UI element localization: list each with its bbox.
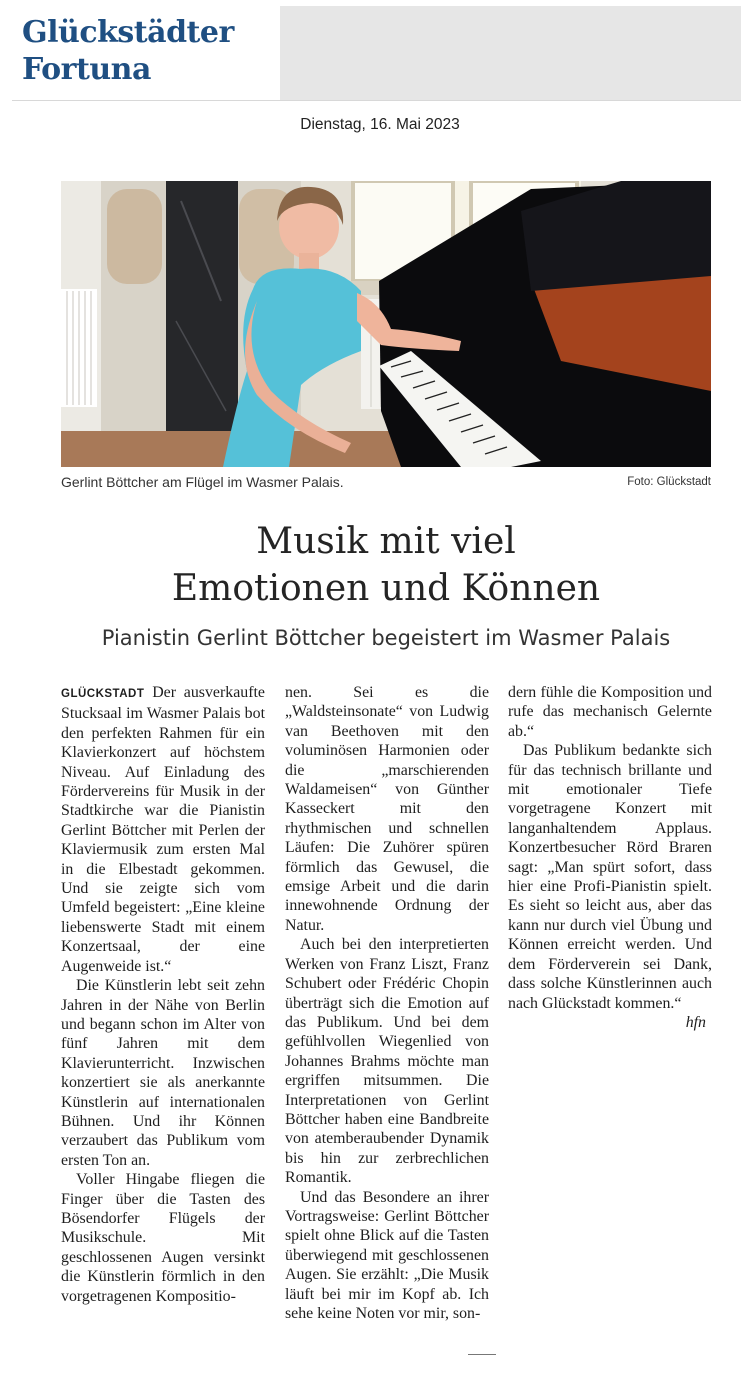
headline-line-2: Emotionen und Können bbox=[171, 568, 601, 609]
marble-pillar bbox=[166, 181, 238, 446]
article-column-2 bbox=[285, 683, 489, 1323]
dateline: GLÜCKSTADT bbox=[61, 688, 145, 700]
article-paragraph: Die Künstlerin lebt seit zehn Jahren in der Nähe von Berlin und begann schon im Alter von fünf Jahren mit dem Klavierunterricht. Inzwischen konzertiert sie als anerkannte Künstlerin auf internationalen Bühnen. Und ihr Können verzaubert das Publikum vom ersten Ton an. bbox=[61, 977, 265, 1169]
newspaper-name: Glückstädter Fortuna bbox=[22, 15, 234, 87]
subheadline: Pianistin Gerlint Böttcher begeistert im Wasmer Palais bbox=[101, 626, 671, 650]
publication-date: Dienstag, 16. Mai 2023 bbox=[300, 116, 460, 133]
article-paragraph: Und das Besondere an ihrer Vortragsweise: Gerlint Böttcher spielt ohne Blick auf die Tasten überwiegend mit geschlossenen Augen. Sie erzählt: „Die Musik läuft bei mir im Kopf ab. Ich sehe keine Noten vor mir, son- bbox=[285, 1188, 489, 1322]
masthead-logo-area bbox=[12, 6, 280, 100]
paragraph-text: Das Publikum bedankte sich für das technisch brillante und mit emotionaler Tiefe vorgetragene Konzert mit langanhaltendem Applaus. Konzertbesucher Rörd Braren sagt: „Man spürt sofort, dass hier eine Profi-Pianistin spielt. Es sieht so leicht aus, aber das kann nur durch viel Übung und Können erreicht werden. Und dem Förderverein sei Dank, dass solche Künstlerinnen auch nach Glückstadt kommen.“ bbox=[508, 742, 712, 1012]
page-marker bbox=[468, 1354, 496, 1355]
article-paragraph: Voller Hingabe fliegen die Finger über die Tasten des Bösendorfer Flügels der Musikschule. Mit geschlossenen Augen versinkt die Künstlerin förmlich in den vorgetragenen Kompositio- bbox=[61, 1171, 265, 1305]
article-paragraph: nen. Sei es die „Waldsteinsonate“ von Ludwig van Beethoven mit den voluminösen Harmonien oder die „marschierenden Waldameisen“ von Günther Kasseckert mit den rhythmischen und schnellen Läufen: Die Zuhörer spüren förmlich das Gewusel, die emsige Arbeit und die darin innewohnende Ordnung der Natur. bbox=[285, 684, 489, 934]
headline bbox=[0, 518, 750, 612]
article-paragraph: Auch bei den interpretierten Werken von Franz Liszt, Franz Schubert oder Frédéric Chopin überträgt sich die Emotion auf das Publikum. Und bei dem gefühlvollen Wiegenlied von Johannes Brahms möchte man ergriffen mitsummen. Die Interpretationen von Gerlint Böttcher haben eine Bandbreite von atemberaubender Dynamik bis hin zur zerbrechlichen Romantik. bbox=[285, 936, 489, 1187]
article-paragraph bbox=[508, 741, 712, 1031]
photo-credit: Foto: Glückstadt bbox=[627, 476, 711, 488]
masthead bbox=[12, 6, 741, 101]
article-paragraph bbox=[61, 683, 265, 976]
photo-caption: Gerlint Böttcher am Flügel im Wasmer Palais. bbox=[61, 474, 344, 490]
article-photo bbox=[61, 181, 711, 467]
article-paragraph: dern fühle die Komposition und rufe das mechanisch Gelernte ab.“ bbox=[508, 684, 712, 740]
article-column-1 bbox=[61, 683, 265, 1306]
headline-line-1: Musik mit viel bbox=[256, 521, 516, 562]
paragraph-text: Der ausverkaufte Stucksaal im Wasmer Palais bot den perfekten Rahmen für ein Klavierkonzert auf höchstem Niveau. Auf Einladung des Fördervereins für Musik in der Stadtkirche war die Pianistin Gerlint Böttcher mit Perlen der Klaviermusik zum ersten Mal in die Elbestadt gekommen. Und sie zeigte sich vom Umfeld begeistert: „Eine kleine liebenswerte Stadt mit einem Konzertsaal, der eine Augenweide ist.“ bbox=[61, 684, 265, 975]
stucco-relief bbox=[107, 189, 162, 284]
author-initials: hfn bbox=[685, 1013, 706, 1031]
article-column-3 bbox=[508, 683, 712, 1032]
